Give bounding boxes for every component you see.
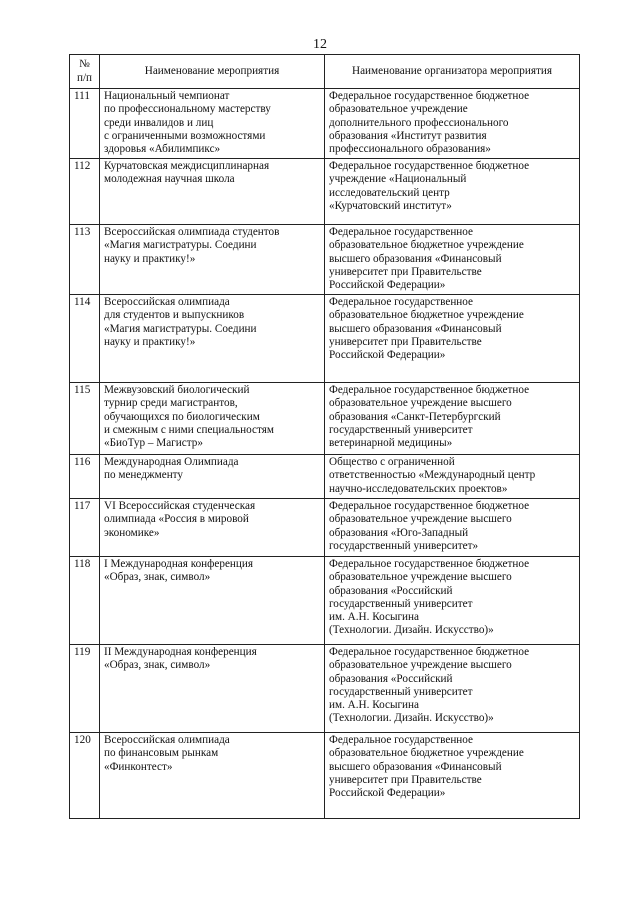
event-name-line: среди инвалидов и лиц	[104, 116, 214, 129]
page-number: 12	[313, 37, 327, 52]
header-organizer: Наименование организатора мероприятия	[325, 55, 580, 89]
event-name-cell	[100, 225, 325, 295]
table-row	[70, 557, 580, 645]
row-number: 114	[70, 295, 100, 383]
organizer-name-line: им. А.Н. Косыгина	[329, 611, 419, 624]
event-name-line: олимпиада «Россия в мировой	[104, 513, 249, 526]
event-name-line: по профессиональному мастерству	[104, 103, 271, 116]
header-event: Наименование мероприятия	[100, 55, 325, 89]
event-name-cell	[100, 159, 325, 225]
organizer-name-line: государственный университет	[329, 685, 473, 698]
organizer-name-line: Федеральное государственное бюджетное	[329, 160, 530, 172]
event-name-line: Всероссийская олимпиада	[104, 296, 230, 308]
table-row	[70, 383, 580, 455]
organizer-name-line: университет при Правительстве	[329, 773, 482, 786]
table-row	[70, 645, 580, 733]
event-name-line: Всероссийская олимпиада	[104, 734, 230, 746]
organizer-name-line: государственный университет	[329, 597, 473, 610]
event-name-line: Национальный чемпионат	[104, 90, 230, 102]
organizer-name-line: Федеральное государственное бюджетное	[329, 500, 530, 512]
row-number: 118	[70, 557, 100, 645]
header-num-symbol: №	[79, 58, 90, 71]
organizer-name-line: высшего образования «Финансовый	[329, 252, 502, 265]
event-name-line: по финансовым рынкам	[104, 747, 219, 760]
event-name-line: науку и практику!»	[104, 335, 196, 348]
event-name-line: I Международная конференция	[104, 558, 254, 570]
table-row	[70, 159, 580, 225]
organizer-name-line: дополнительного профессионального	[329, 116, 509, 129]
organizer-name-line: Российской Федерации»	[329, 349, 446, 362]
organizer-name-line: исследовательский центр	[329, 186, 450, 199]
organizer-name-line: учреждение «Национальный	[329, 173, 467, 186]
table-row	[70, 455, 580, 499]
event-name-line: по менеджменту	[104, 469, 184, 482]
table-row	[70, 89, 580, 159]
organizer-name-line: Общество с ограниченной	[329, 456, 455, 468]
organizer-name-line: образования «Российский	[329, 672, 453, 685]
event-name-cell	[100, 89, 325, 159]
organizer-name-cell	[325, 159, 580, 225]
event-name-line: «Магия магистратуры. Соедини	[104, 239, 257, 252]
organizer-name-line: ответственностью «Международный центр	[329, 469, 536, 482]
organizer-name-cell	[325, 499, 580, 557]
event-name-cell	[100, 645, 325, 733]
organizer-name-line: образовательное учреждение высшего	[329, 397, 512, 410]
organizer-name-line: (Технологии. Дизайн. Искусство)»	[329, 712, 494, 725]
organizer-name-cell	[325, 645, 580, 733]
organizer-name-line: «Курчатовский институт»	[329, 199, 452, 212]
organizer-name-line: университет при Правительстве	[329, 265, 482, 278]
organizer-name-cell	[325, 89, 580, 159]
event-name-cell	[100, 733, 325, 819]
organizer-name-line: (Технологии. Дизайн. Искусство)»	[329, 624, 494, 637]
event-name-line: обучающихся по биологическим	[104, 410, 260, 423]
row-number: 113	[70, 225, 100, 295]
organizer-name-line: Российской Федерации»	[329, 787, 446, 800]
event-name-line: здоровья «Абилимпикс»	[104, 143, 221, 156]
table-row	[70, 295, 580, 383]
organizer-name-line: ветеринарной медицины»	[329, 437, 453, 450]
event-name-cell	[100, 499, 325, 557]
organizer-name-cell	[325, 383, 580, 455]
event-name-cell	[100, 557, 325, 645]
row-number: 119	[70, 645, 100, 733]
organizer-name-line: Федеральное государственное бюджетное	[329, 646, 530, 658]
row-number: 116	[70, 455, 100, 499]
organizer-name-line: образования «Российский	[329, 584, 453, 597]
header-num-abbr: п/п	[76, 71, 93, 84]
organizer-name-line: им. А.Н. Косыгина	[329, 699, 419, 712]
row-number: 115	[70, 383, 100, 455]
organizer-name-cell	[325, 557, 580, 645]
event-name-line: «Образ, знак, символ»	[104, 659, 211, 672]
organizer-name-cell	[325, 455, 580, 499]
event-name-line: для студентов и выпускников	[104, 309, 245, 322]
event-name-line: «Образ, знак, символ»	[104, 571, 211, 584]
organizer-name-line: образовательное учреждение	[329, 103, 468, 116]
organizer-name-line: государственный университет»	[329, 539, 479, 552]
event-name-cell	[100, 295, 325, 383]
organizer-name-cell	[325, 295, 580, 383]
organizer-name-line: образования «Институт развития	[329, 129, 487, 142]
table-row	[70, 499, 580, 557]
row-number: 112	[70, 159, 100, 225]
event-name-line: «Финконтест»	[104, 760, 173, 773]
event-name-cell	[100, 455, 325, 499]
organizer-name-line: Федеральное государственное	[329, 226, 473, 238]
event-name-line: Международная Олимпиада	[104, 456, 239, 468]
organizer-name-line: Федеральное государственное бюджетное	[329, 384, 530, 396]
organizer-name-line: образовательное бюджетное учреждение	[329, 239, 524, 252]
organizer-name-line: высшего образования «Финансовый	[329, 322, 502, 335]
event-name-line: VI Всероссийская студенческая	[104, 500, 256, 512]
event-name-line: «Магия магистратуры. Соедини	[104, 322, 257, 335]
event-name-line: и смежным с ними специальностям	[104, 423, 274, 436]
event-name-line: Межвузовский биологический	[104, 384, 250, 396]
events-table	[69, 54, 580, 819]
event-name-cell	[100, 383, 325, 455]
organizer-name-line: образовательное учреждение высшего	[329, 571, 512, 584]
table-body	[70, 89, 580, 819]
organizer-name-line: Федеральное государственное бюджетное	[329, 558, 530, 570]
organizer-name-line: университет при Правительстве	[329, 335, 482, 348]
row-number: 120	[70, 733, 100, 819]
row-number: 111	[70, 89, 100, 159]
event-name-line: Всероссийская олимпиада студентов	[104, 226, 280, 238]
organizer-name-line: Федеральное государственное	[329, 296, 473, 308]
organizer-name-line: образовательное учреждение высшего	[329, 513, 512, 526]
organizer-name-cell	[325, 733, 580, 819]
table-row	[70, 733, 580, 819]
organizer-name-line: Российской Федерации»	[329, 279, 446, 292]
organizer-name-line: научно-исследовательских проектов»	[329, 482, 508, 495]
organizer-name-line: Федеральное государственное бюджетное	[329, 90, 530, 102]
table-header-row	[70, 55, 580, 89]
organizer-name-line: образовательное бюджетное учреждение	[329, 309, 524, 322]
event-name-line: II Международная конференция	[104, 646, 257, 658]
event-name-line: «БиоТур – Магистр»	[104, 437, 203, 450]
organizer-name-line: Федеральное государственное	[329, 734, 473, 746]
event-name-line: экономике»	[104, 526, 160, 539]
organizer-name-line: образовательное бюджетное учреждение	[329, 747, 524, 760]
organizer-name-line: государственный университет	[329, 423, 473, 436]
event-name-line: с ограниченными возможностями	[104, 129, 266, 142]
event-name-line: Курчатовская междисциплинарная	[104, 160, 270, 172]
organizer-name-line: образования «Санкт-Петербургский	[329, 410, 501, 423]
event-name-line: турнир среди магистрантов,	[104, 397, 238, 410]
table-row	[70, 225, 580, 295]
organizer-name-line: профессионального образования»	[329, 143, 491, 156]
event-name-line: науку и практику!»	[104, 252, 196, 265]
header-num	[70, 55, 100, 89]
organizer-name-line: образовательное учреждение высшего	[329, 659, 512, 672]
event-name-line: молодежная научная школа	[104, 173, 235, 186]
organizer-name-line: высшего образования «Финансовый	[329, 760, 502, 773]
organizer-name-line: образования «Юго-Западный	[329, 526, 469, 539]
row-number: 117	[70, 499, 100, 557]
organizer-name-cell	[325, 225, 580, 295]
